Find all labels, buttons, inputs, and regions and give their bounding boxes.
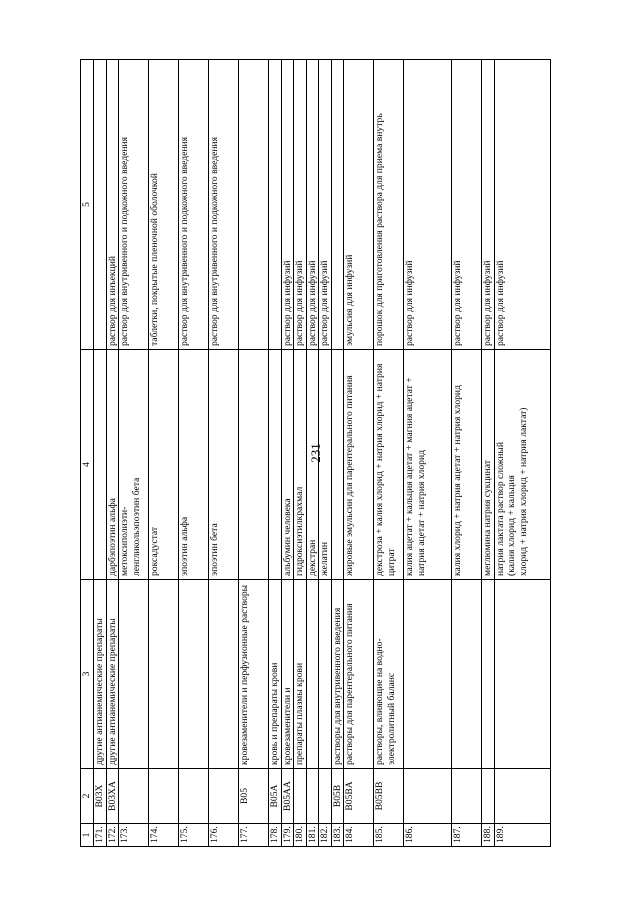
- dosage-form-cell: раствор для инъекций: [106, 60, 119, 350]
- group-name-cell: другие антианемические препараты: [106, 580, 119, 769]
- dosage-form-cell: раствор для внутривенного и подкожного введения: [119, 60, 149, 350]
- table-row: [294, 60, 307, 847]
- group-name-cell: другие антианемические препараты: [94, 580, 107, 769]
- table-row: [344, 60, 374, 847]
- table-row: [374, 60, 404, 847]
- dosage-form-cell: [269, 60, 282, 350]
- table-row: [452, 60, 482, 847]
- table-row: [331, 60, 344, 847]
- drug-table: [80, 59, 551, 847]
- dosage-form-cell: раствор для инфузий: [494, 60, 550, 350]
- substance-cell: метоксиполиэти- ленгликольэпоэтин бета: [119, 350, 149, 580]
- atc-code-cell: [494, 769, 550, 824]
- group-name-cell: [209, 580, 239, 769]
- table-row: [281, 60, 294, 847]
- table-body: [94, 60, 551, 847]
- table-row: [149, 60, 179, 847]
- atc-code-cell: B03XA: [106, 769, 119, 824]
- table-row: [482, 60, 495, 847]
- group-name-cell: [404, 580, 452, 769]
- table-row: [106, 60, 119, 847]
- atc-code-cell: [294, 769, 307, 824]
- group-name-cell: кровезаменители и: [281, 580, 294, 769]
- substance-cell: калия ацетат + кальция ацетат + магния ацетат + натрия ацетат + натрия хлорид: [404, 350, 452, 580]
- group-name-cell: [119, 580, 149, 769]
- atc-code-cell: B05: [239, 769, 269, 824]
- atc-code-cell: B05B: [331, 769, 344, 824]
- substance-cell: меглюмина натрия сукцинат: [482, 350, 495, 580]
- row-number-cell: 184.: [344, 824, 374, 847]
- dosage-form-cell: таблетки, покрытые пленочной оболочкой: [149, 60, 179, 350]
- substance-cell: эпоэтин альфа: [179, 350, 209, 580]
- table-row: [494, 60, 550, 847]
- dosage-form-cell: [239, 60, 269, 350]
- substance-cell: дарбэпоэтин альфа: [106, 350, 119, 580]
- group-name-cell: растворы, влияющие на водно-электролитный баланс: [374, 580, 404, 769]
- substance-cell: эпоэтин бета: [209, 350, 239, 580]
- atc-code-cell: [149, 769, 179, 824]
- dosage-form-cell: раствор для инфузий: [482, 60, 495, 350]
- group-name-cell: [494, 580, 550, 769]
- dosage-form-cell: порошок для приготовления раствора для приема внутрь: [374, 60, 404, 350]
- atc-code-cell: [306, 769, 319, 824]
- substance-cell: роксадустат: [149, 350, 179, 580]
- row-number-cell: 185.: [374, 824, 404, 847]
- atc-code-cell: B05BB: [374, 769, 404, 824]
- substance-cell: калия хлорид + натрия ацетат + натрия хлорид: [452, 350, 482, 580]
- atc-code-cell: [179, 769, 209, 824]
- dosage-form-cell: раствор для инфузий: [452, 60, 482, 350]
- group-name-cell: препараты плазмы крови: [294, 580, 307, 769]
- group-name-cell: [482, 580, 495, 769]
- row-number-cell: 180.: [294, 824, 307, 847]
- drug-list-table: [80, 60, 574, 847]
- row-number-cell: 178.: [269, 824, 282, 847]
- col-header: 5: [81, 60, 94, 350]
- dosage-form-cell: раствор для внутривенного и подкожного введения: [179, 60, 209, 350]
- group-name-cell: кровезаменители и перфузионные растворы: [239, 580, 269, 769]
- row-number-cell: 175.: [179, 824, 209, 847]
- row-number-cell: 177.: [239, 824, 269, 847]
- table-row: [239, 60, 269, 847]
- atc-code-cell: B05A: [269, 769, 282, 824]
- row-number-cell: 189.: [494, 824, 550, 847]
- substance-cell: декстроза + калия хлорид + натрия хлорид + натрия цитрат: [374, 350, 404, 580]
- atc-code-cell: [482, 769, 495, 824]
- atc-code-cell: [119, 769, 149, 824]
- table-row: [119, 60, 149, 847]
- table-row: [94, 60, 107, 847]
- table-row: [404, 60, 452, 847]
- group-name-cell: [179, 580, 209, 769]
- row-number-cell: 172.: [106, 824, 119, 847]
- table-row: [269, 60, 282, 847]
- atc-code-cell: B05AA: [281, 769, 294, 824]
- substance-cell: желатин: [319, 350, 332, 580]
- substance-cell: [239, 350, 269, 580]
- dosage-form-cell: раствор для инфузий: [281, 60, 294, 350]
- table-row: [179, 60, 209, 847]
- dosage-form-cell: раствор для внутривенного и подкожного введения: [209, 60, 239, 350]
- row-number-cell: 176.: [209, 824, 239, 847]
- col-header: 1: [81, 824, 94, 847]
- group-name-cell: кровь и препараты крови: [269, 580, 282, 769]
- substance-cell: жировые эмульсии для парентерального питания: [344, 350, 374, 580]
- table-row: [306, 60, 319, 847]
- group-name-cell: [149, 580, 179, 769]
- page-number: 231: [308, 443, 323, 463]
- substance-cell: натрия лактата раствор сложный (калия хлорид + кальция хлорид + натрия хлорид + натрия лактат): [494, 350, 550, 580]
- row-number-cell: 174.: [149, 824, 179, 847]
- substance-cell: [94, 350, 107, 580]
- table-row: [319, 60, 332, 847]
- row-number-cell: 188.: [482, 824, 495, 847]
- dosage-form-cell: раствор для инфузий: [294, 60, 307, 350]
- group-name-cell: растворы для парентерального питания: [344, 580, 374, 769]
- row-number-cell: 181.: [306, 824, 319, 847]
- row-number-cell: 173.: [119, 824, 149, 847]
- atc-code-cell: [319, 769, 332, 824]
- dosage-form-cell: раствор для инфузий: [404, 60, 452, 350]
- substance-cell: [331, 350, 344, 580]
- row-number-cell: 182.: [319, 824, 332, 847]
- substance-cell: гидроксиэтилкрахмал: [294, 350, 307, 580]
- col-header: 4: [81, 350, 94, 580]
- group-name-cell: [306, 580, 319, 769]
- row-number-cell: 179.: [281, 824, 294, 847]
- dosage-form-cell: раствор для инфузий: [306, 60, 319, 350]
- row-number-cell: 183.: [331, 824, 344, 847]
- header-row: [81, 60, 94, 847]
- row-number-cell: 187.: [452, 824, 482, 847]
- row-number-cell: 171.: [94, 824, 107, 847]
- table-row: [209, 60, 239, 847]
- group-name-cell: [319, 580, 332, 769]
- substance-cell: [269, 350, 282, 580]
- group-name-cell: [452, 580, 482, 769]
- atc-code-cell: B05BA: [344, 769, 374, 824]
- group-name-cell: растворы для внутривенного введения: [331, 580, 344, 769]
- dosage-form-cell: эмульсия для инфузий: [344, 60, 374, 350]
- col-header: 2: [81, 769, 94, 824]
- substance-cell: альбумин человека: [281, 350, 294, 580]
- atc-code-cell: [209, 769, 239, 824]
- col-header: 3: [81, 580, 94, 769]
- atc-code-cell: [404, 769, 452, 824]
- dosage-form-cell: [94, 60, 107, 350]
- dosage-form-cell: раствор для инфузий: [319, 60, 332, 350]
- substance-cell: декстран: [306, 350, 319, 580]
- dosage-form-cell: [331, 60, 344, 350]
- atc-code-cell: [452, 769, 482, 824]
- atc-code-cell: B03X: [94, 769, 107, 824]
- row-number-cell: 186.: [404, 824, 452, 847]
